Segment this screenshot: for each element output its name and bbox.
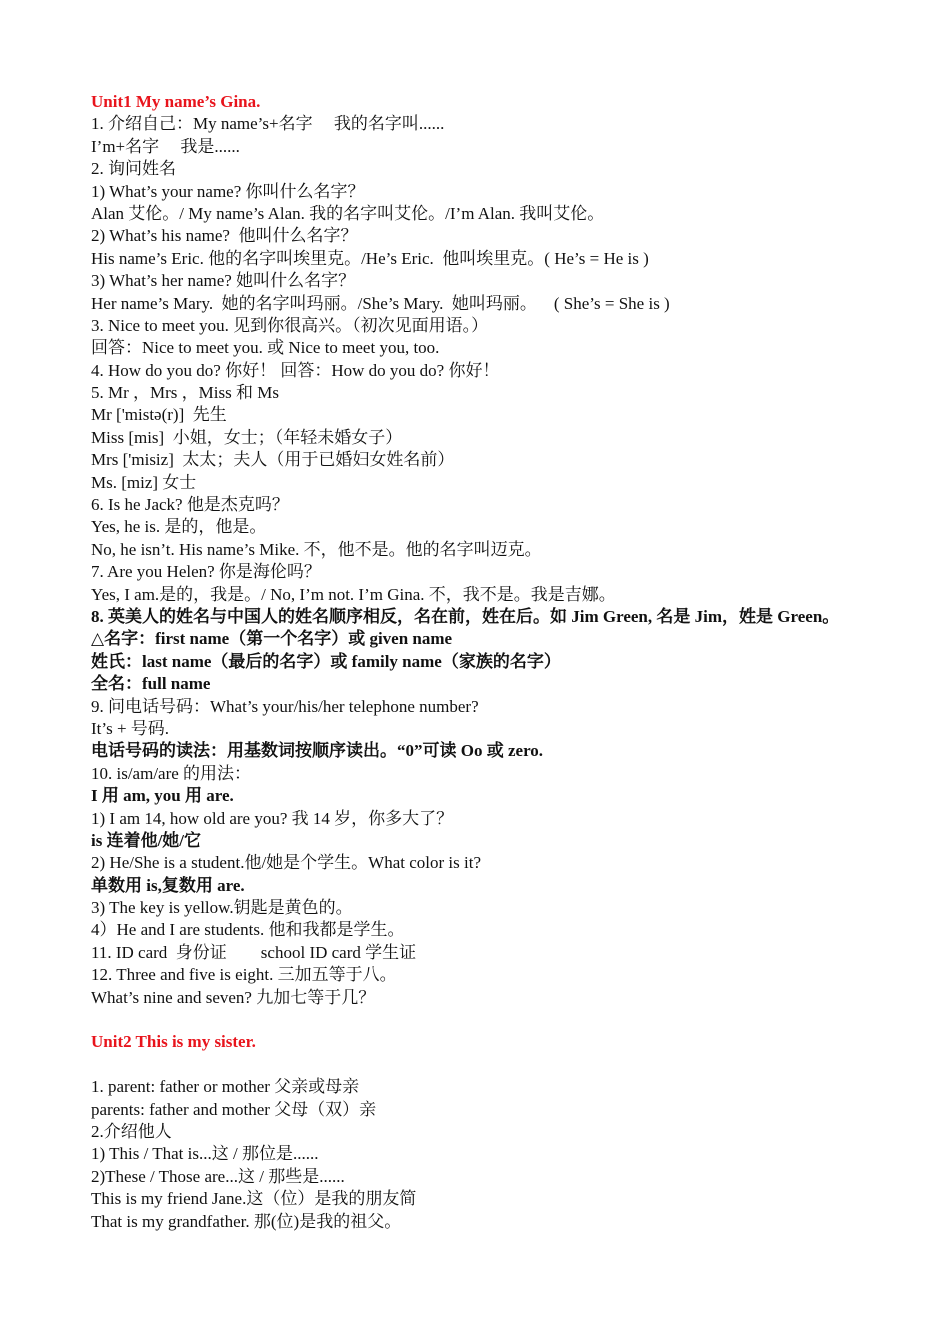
text-line: Mrs ['misiz] 太太；夫人（用于已婚妇女姓名前） xyxy=(91,450,455,470)
be-verb-rule: is 连着他/她/它 xyxy=(91,830,202,850)
math-line: What’s nine and seven? 九加七等于几？ xyxy=(91,987,376,1007)
be-verb-example: 2) He/She is a student.他/她是个学生。What color is it? xyxy=(91,853,481,873)
text-line: Alan 艾伦。/ My name’s Alan. 我的名字叫艾伦。/I’m Alan. 我叫艾伦。 xyxy=(91,203,605,223)
text-line: 4. How do you do? 你好！ 回答：How do you do? 你好！ xyxy=(91,360,500,380)
text-line: Yes, he is. 是的，他是。 xyxy=(91,517,267,537)
unit2-title: Unit2 This is my sister. xyxy=(91,1032,256,1052)
document-page xyxy=(91,91,863,1233)
text-line: 1) This / That is...这 / 那位是...... xyxy=(91,1144,319,1164)
text-line: Mr ['mistə(r)] 先生 xyxy=(91,405,227,425)
text-line: parents: father and mother 父母（双）亲 xyxy=(91,1099,377,1119)
text-line: 1) What’s your name? 你叫什么名字？ xyxy=(91,181,365,201)
text-line: 1. parent: father or mother 父亲或母亲 xyxy=(91,1077,360,1097)
text-line: 2)These / Those are...这 / 那些是...... xyxy=(91,1166,345,1186)
text-line: 2) What’s his name? 他叫什么名字？ xyxy=(91,226,358,246)
text-line: Miss [mis] 小姐，女士；（年轻未婚女子） xyxy=(91,427,403,447)
family-name-line: 姓氏：last name（最后的名字）或 family name（家族的名字） xyxy=(91,651,561,671)
math-line: 12. Three and five is eight. 三加五等于八。 xyxy=(91,965,397,985)
be-verb-example: 3) The key is yellow.钥匙是黄色的。 xyxy=(91,898,353,918)
text-line: 2. 询问姓名 xyxy=(91,159,176,179)
name-order-note: 8. 英美人的姓名与中国人的姓名顺序相反，名在前，姓在后。如 Jim Green, 名是 Jim，姓是 Green。 xyxy=(91,606,840,626)
text-line: 7. Are you Helen? 你是海伦吗？ xyxy=(91,562,321,582)
id-card-line: 11. ID card 身份证 school ID card 学生证 xyxy=(91,942,417,962)
phone-question: 9. 问电话号码：What’s your/his/her telephone number? xyxy=(91,696,479,716)
phone-answer: It’s + 号码. xyxy=(91,718,170,738)
unit1-title: Unit1 My name’s Gina. xyxy=(91,92,261,111)
phone-reading-rule: 电话号码的读法：用基数词按顺序读出。“0”可读 Oo 或 zero. xyxy=(91,741,544,761)
text-line: Yes, I am.是的，我是。/ No, I’m not. I’m Gina. 不，我不是。我是吉娜。 xyxy=(91,584,616,604)
text-line: I’m+名字 我是...... xyxy=(91,136,240,156)
be-verb-rule: 单数用 is,复数用 are. xyxy=(91,875,245,895)
text-line: Ms. [miz] 女士 xyxy=(91,472,197,492)
be-verb-rule: I 用 am, you 用 are. xyxy=(91,786,234,806)
text-line: 3) What’s her name? 她叫什么名字？ xyxy=(91,271,356,291)
be-verb-example: 1) I am 14, how old are you? 我 14 岁，你多大了？ xyxy=(91,808,454,828)
be-verb-heading: 10. is/am/are 的用法： xyxy=(91,763,252,783)
text-line: 2.介绍他人 xyxy=(91,1121,172,1141)
text-line: That is my grandfather. 那(位)是我的祖父。 xyxy=(91,1211,402,1231)
full-name-line: 全名：full name xyxy=(91,674,211,694)
text-line: Her name’s Mary. 她的名字叫玛丽。/She’s Mary. 她叫玛丽。 ( She’s = She is ) xyxy=(91,293,670,313)
text-line: This is my friend Jane.这（位）是我的朋友简 xyxy=(91,1189,417,1209)
section-spacer xyxy=(91,1054,863,1076)
text-line: His name’s Eric. 他的名字叫埃里克。/He’s Eric. 他叫埃里克。( He’s = He is ) xyxy=(91,248,649,268)
given-name-line: △名字：first name（第一个名字）或 given name xyxy=(91,629,453,649)
be-verb-example: 4）He and I are students. 他和我都是学生。 xyxy=(91,920,405,940)
text-line: 3. Nice to meet you. 见到你很高兴。（初次见面用语。） xyxy=(91,315,489,335)
text-line: 5. Mr ，Mrs ，Miss 和 Ms xyxy=(91,383,279,403)
text-line: No, he isn’t. His name’s Mike. 不，他不是。他的名字叫迈克。 xyxy=(91,539,542,559)
section-spacer xyxy=(91,1009,863,1031)
text-line: 1. 介绍自己：My name’s+名字 我的名字叫...... xyxy=(91,114,445,134)
text-line: 6. Is he Jack? 他是杰克吗？ xyxy=(91,495,289,515)
text-line: 回答：Nice to meet you. 或 Nice to meet you, too. xyxy=(91,338,440,358)
